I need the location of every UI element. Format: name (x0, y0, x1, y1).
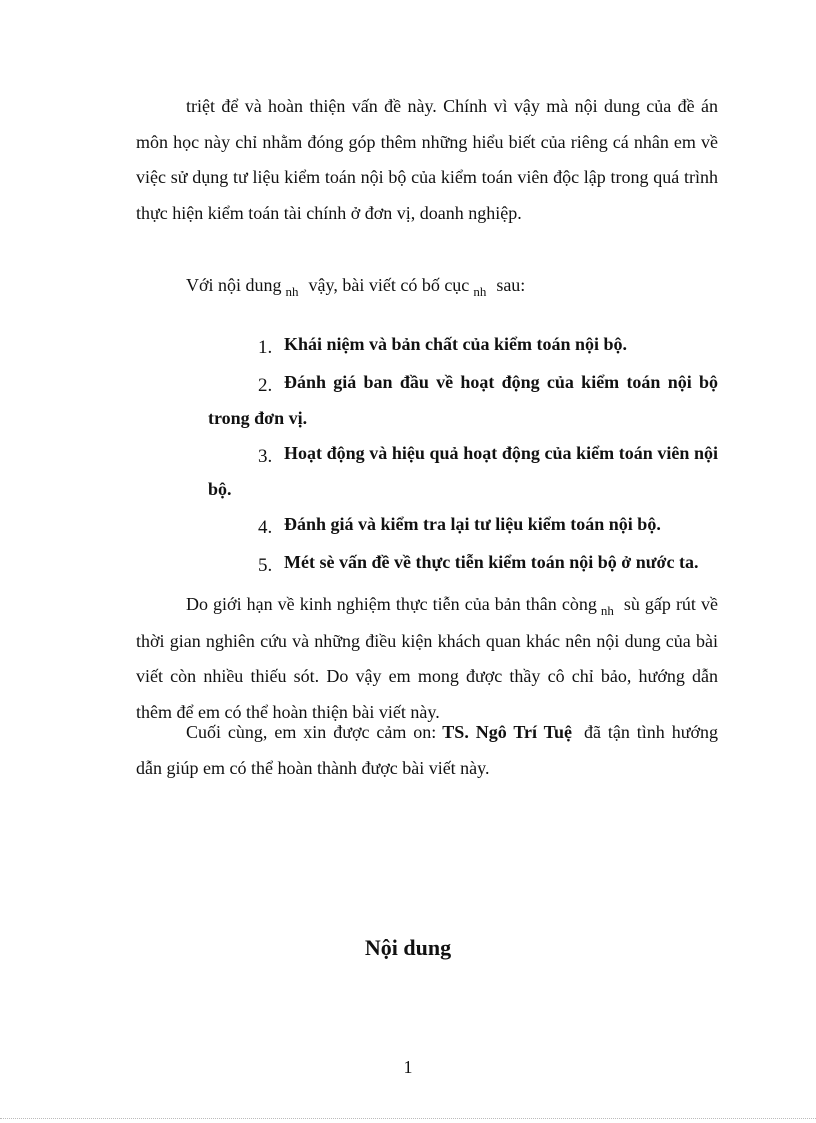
page-bottom-divider (0, 1118, 816, 1119)
list-item-text: Khái niệm và bản chất của kiểm toán nội bộ. (284, 334, 628, 354)
list-item (208, 546, 718, 582)
structure-text-a: Với nội dung (186, 275, 282, 295)
list-item (132, 366, 718, 435)
structure-text-c: sau: (496, 275, 526, 295)
structure-text-b: vậy, bài viết có bố cục (308, 275, 470, 295)
limitations-paragraph (136, 587, 718, 730)
list-item-text: Đánh giá ban đầu về hoạt động của kiểm toán nội bộ trong đơn vị. (208, 372, 718, 428)
page-number: 1 (403, 1057, 413, 1077)
section-heading: Nội dung (364, 935, 452, 960)
structure-intro-paragraph (136, 268, 718, 305)
list-item-number: 2. (258, 375, 273, 396)
subscript-nh: nh (285, 284, 299, 299)
limitations-text-a: Do giới hạn về kinh nghiệm thực tiễn của bản thân còng (186, 594, 597, 614)
outline-list (208, 328, 718, 584)
list-item-text: Hoạt động và hiệu quả hoạt động của kiểm toán viên nội bộ. (208, 443, 718, 499)
list-item-number: 4. (258, 517, 273, 538)
list-item-number: 5. (258, 555, 273, 576)
subscript-nh: nh (473, 284, 487, 299)
list-item (208, 437, 718, 506)
acknowledgement-text-b: đã tận tình hướng dẫn giúp em có thể hoàn thành được bài viết này. (136, 722, 718, 778)
list-item (208, 508, 718, 544)
list-item (208, 328, 718, 364)
intro-paragraph: triệt để và hoàn thiện vấn đề này. Chính vì vậy mà nội dung của đề án môn học này chỉ nhằm đóng góp thêm những hiểu biết của riêng cá nhân em về việc sử dụng tư liệu kiểm toán nội bộ của kiểm toán viên độc lập trong quá trình thực hiện kiểm toán tài chính ở đơn vị, doanh nghiệp. (136, 96, 718, 223)
acknowledgement-text-a: Cuối cùng, em xin được cảm on: (186, 722, 437, 742)
list-item-number: 1. (258, 337, 273, 358)
list-item-number: 3. (258, 446, 273, 467)
limitations-text-b: sù gấp rút về thời gian nghiên cứu và những điều kiện khách quan khác nên nội dung của bài viết còn nhiều thiếu sót. Do vậy em mong được thầy cô chỉ bảo, hướng dẫn thêm để em có thể hoàn thiện bài viết này. (136, 594, 718, 722)
advisor-name: TS. Ngô Trí Tuệ (442, 722, 572, 742)
list-item-text: Mét sè vấn đề về thực tiễn kiểm toán nội bộ ở nước ta. (284, 552, 699, 572)
subscript-nh: nh (600, 603, 614, 618)
list-item-text: Đánh giá và kiểm tra lại tư liệu kiểm toán nội bộ. (284, 514, 661, 534)
acknowledgement-paragraph (136, 715, 718, 786)
